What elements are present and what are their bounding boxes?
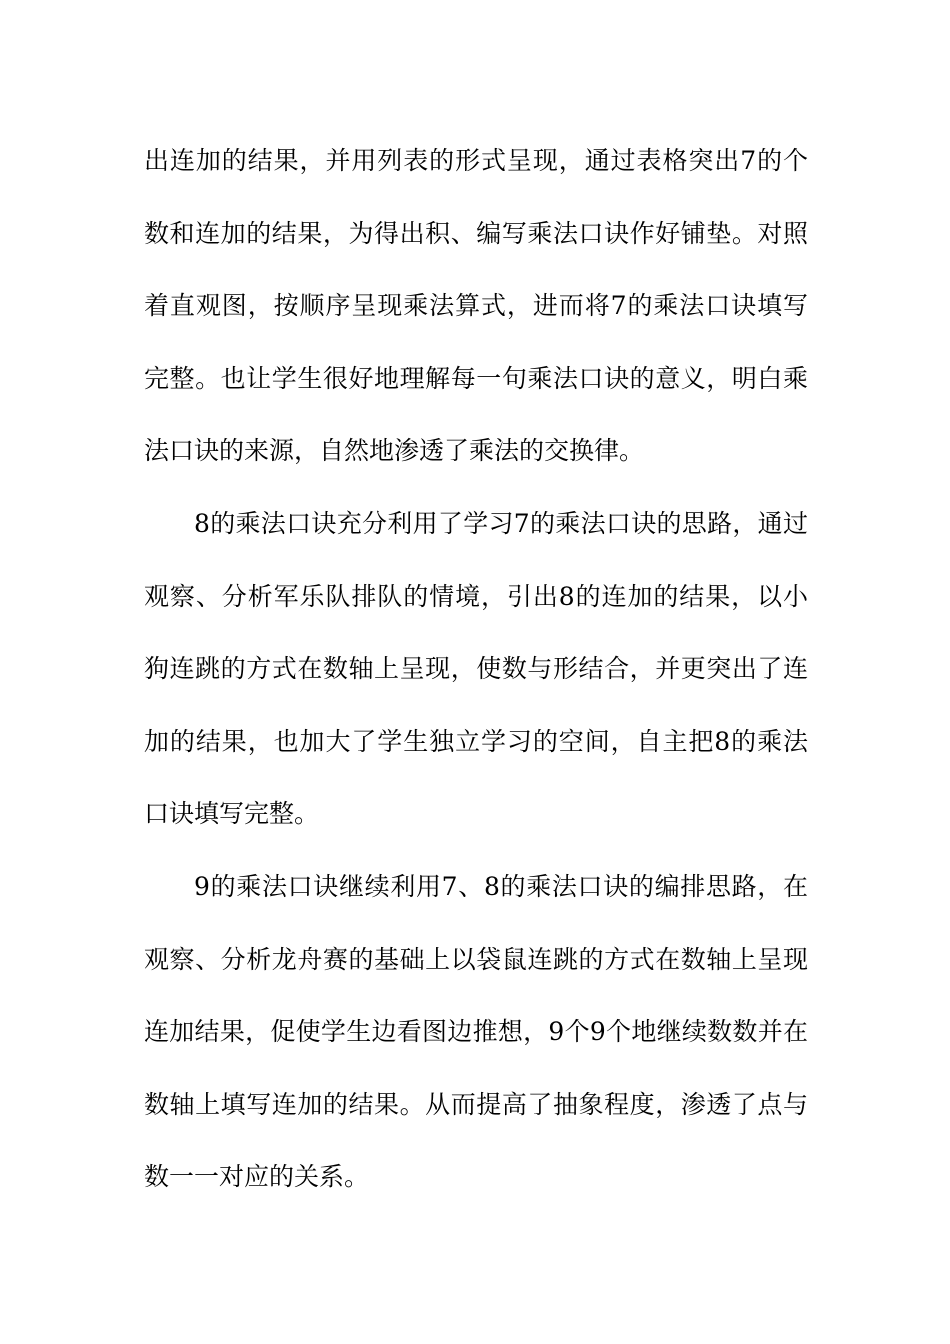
paragraph-1: 出连加的结果，并用列表的形式呈现，通过表格突出7的个数和连加的结果，为得出积、编写乘法口诀作好铺垫。对照着直观图，按顺序呈现乘法算式，进而将7的乘法口诀填写完整。也让学生很好地理解每一句乘法口诀的意义，明白乘法口诀的来源，自然地渗透了乘法的交换律。 xyxy=(144,146,808,466)
document-body xyxy=(144,125,808,1214)
paragraph-2: 8的乘法口诀充分利用了学习7的乘法口诀的思路，通过观察、分析军乐队排队的情境，引出8的连加的结果，以小狗连跳的方式在数轴上呈现，使数与形结合，并更突出了连加的结果，也加大了学生独立学习的空间，自主把8的乘法口诀填写完整。 xyxy=(144,508,808,829)
paragraph-3: 9的乘法口诀继续利用7、8的乘法口诀的编排思路，在观察、分析龙舟赛的基础上以袋鼠连跳的方式在数轴上呈现连加结果，促使学生边看图边推想，9个9个地继续数数并在数轴上填写连加的结果。从而提高了抽象程度，渗透了点与数一一对应的关系。 xyxy=(144,871,808,1192)
